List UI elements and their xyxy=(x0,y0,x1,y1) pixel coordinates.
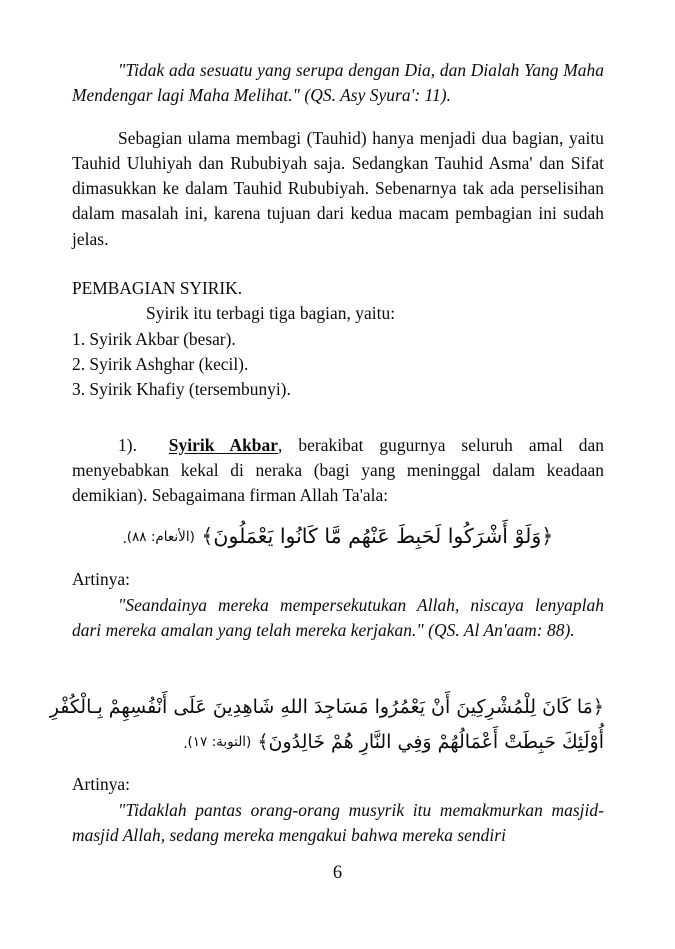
quran-verse-attaubah-line-1: ﴿مَا كَانَ لِلْمُشْرِكِينَ أَنْ يَعْمُرُوا مَسَاجِدَ اللهِ شَاهِدِينَ عَلَى أَنْفُسِهِمْ بِـالْكُفْرِ xyxy=(49,696,604,719)
list-item-number: 3. xyxy=(72,379,86,400)
quran-verse-alanam-text: ﴿وَلَوْ أَشْرَكُوا لَحَبِطَ عَنْهُم مَّا كَانُوا يَعْمَلُونَ﴾ xyxy=(201,524,554,549)
label-artinya-1: Artinya: xyxy=(72,569,130,590)
item-marker: 1). xyxy=(118,434,137,455)
section-intro-line: Syirik itu terbagi tiga bagian, yaitu: xyxy=(146,303,396,324)
quote-intro-paragraph: "Tidak ada sesuatu yang serupa dengan Dia, dan Dialah Yang Maha Mendengar lagi Maha Melihat." (QS. Asy Syura': 11). xyxy=(72,60,604,106)
list-item-label: Syirik Akbar (besar). xyxy=(89,328,236,349)
quran-verse-alanam-reference: (الأنعام: ٨٨) xyxy=(126,529,195,546)
spacer xyxy=(72,761,604,772)
spacer xyxy=(72,508,604,519)
spacer xyxy=(72,643,604,673)
translation-alanam: "Seandainya mereka mempersekutukan Allah, niscaya lenyaplah dari mereka amalan yang telah mereka kerjakan." (QS. Al An'aam: 88). xyxy=(72,594,604,641)
paragraph-tauhid: Sebagian ulama membagi (Tauhid) hanya menjadi dua bagian, yaitu Tauhid Uluhiyah dan Rububiyah saja. Sedangkan Tauhid Asma' dan Sifat dimasukkan ke dalam Tauhid Rububiyah. Sebenarnya tak ada perselisihan dalam masalah ini, karena tujuan dari kedua macam pembagian ini sudah jelas. xyxy=(72,127,604,249)
paragraph-syirik-akbar xyxy=(72,433,604,509)
quran-verse-attaubah-punctuation: . xyxy=(183,735,188,753)
page-number: 6 xyxy=(332,863,343,883)
spacer xyxy=(72,109,604,126)
quran-verse-alanam-punctuation: . xyxy=(122,530,127,548)
translation-attaubah: "Tidaklah pantas orang-orang musyrik itu memakmurkan masjid-masjid Allah, sedang mereka mengakui bahwa mereka sendiri xyxy=(72,799,604,845)
list-item-number: 1. xyxy=(72,328,86,349)
list-item xyxy=(72,327,604,352)
list-item xyxy=(72,377,604,402)
section-heading-pembagian-syirik: PEMBAGIAN SYIRIK. xyxy=(72,278,243,299)
list-item-label: Syirik Khafiy (tersembunyi). xyxy=(89,379,291,400)
paragraph-syirik-akbar-rest: , berakibat gugurnya seluruh amal dan menyebabkan kekal di neraka (bagi yang meninggal dalam keadaan demikian). Sebagaimana firman Allah Ta'ala: xyxy=(72,434,604,506)
spacer xyxy=(72,252,604,276)
list-item xyxy=(72,352,604,377)
spacer xyxy=(72,673,604,690)
quran-verse-attaubah-line-2 xyxy=(72,725,604,761)
spacer xyxy=(72,556,604,567)
page-content xyxy=(49,58,604,848)
quran-verse-attaubah-line-2-text: أُوْلَئِكَ حَبِطَتْ أَعْمَالُهُمْ وَفِي النَّارِ هُمْ خَالِدُونَ﴾ xyxy=(257,731,604,754)
quran-verse-attaubah-reference: (التوبة: ١٧) xyxy=(187,734,252,751)
label-artinya-2: Artinya: xyxy=(72,774,130,795)
quran-verse-alanam xyxy=(72,519,604,556)
spacer xyxy=(72,403,604,433)
list-item-number: 2. xyxy=(72,353,86,374)
term-syirik-akbar: Syirik Akbar xyxy=(168,434,279,455)
list-item-label: Syirik Ashghar (kecil). xyxy=(89,353,249,374)
